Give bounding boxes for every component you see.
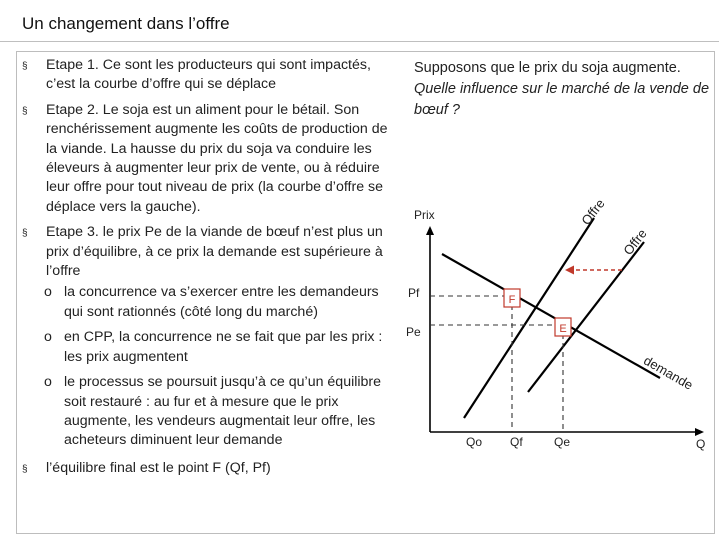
sub-bullet-marker: o [44,329,52,346]
point-e-label: E [559,323,567,335]
price-label-pe: Pe [406,325,421,339]
x-axis-arrow-icon [695,428,704,436]
point-f-label: F [508,294,516,306]
y-axis-arrow-icon [426,226,434,235]
bullet-text: Ce sont les producteurs qui sont impactés, c’est la courbe d’offre qui se déplace [46,57,371,93]
bullet-marker: § [22,463,28,475]
sub-bullet-text: en CPP, la concurrence ne se fait que par les prix : les prix augmentent [64,329,383,365]
bullet-text: l’équilibre final est le point F (Qf, Pf) [46,459,271,476]
page-title: Un changement dans l’offre [22,14,230,33]
supply-new-label: Offre [578,196,608,228]
bullet-step-label: Etape 2. [46,101,99,118]
question-line-2: Quelle influence sur le marché de la vende de bœuf ? [414,81,710,118]
bullet-marker: § [22,105,28,117]
y-axis-label: Prix [414,208,435,222]
supply-old-label: Offre [620,226,650,258]
bullet-marker: § [22,61,28,72]
x-axis-label: Q [696,437,706,451]
question-line-1: Supposons que le prix du soja augmente. [414,60,681,76]
bullet-text: le prix Pe de la viande de bœuf n’est plus un prix d’équilibre, à ce prix la demande est supérieure à l’offre [46,224,383,280]
price-label-pf: Pf [408,286,420,300]
bullet-marker: § [22,228,28,240]
supply-curve-old [528,242,644,392]
sub-bullet-marker: o [44,374,52,391]
sub-bullet-text: le processus se poursuit jusqu’à ce qu’un équilibre soit restauré : au fur et à mesure que le prix augmente, les vendeurs augmentait leur offre, les acheteurs diminuent leur demande [64,374,382,449]
supply-curve-new [464,218,594,418]
demand-curve [442,254,660,378]
bullet-text: Le soja est un aliment pour le bétail. Son renchérissement augmente les coûts de production de la viande. La hausse du prix du soja va conduire les éleveurs à augmenter leur prix de vente, ou à réduire leur offre pour tout niveau de prix (la courbe d’offre se déplace vers la gauche). [46,101,388,215]
quantity-label-qo: Qo [466,435,483,449]
bullet-step-label: Etape 3. [46,224,99,241]
quantity-label-qe: Qe [554,435,571,449]
sub-bullet-text: la concurrence va s’exercer entre les demandeurs qui sont rationnés (côté long du marché) [64,284,379,320]
sub-bullet-marker: o [44,284,52,301]
demand-label: demande [641,352,696,393]
bullet-step-label: Etape 1. [46,57,99,73]
quantity-label-qf: Qf [510,435,523,449]
